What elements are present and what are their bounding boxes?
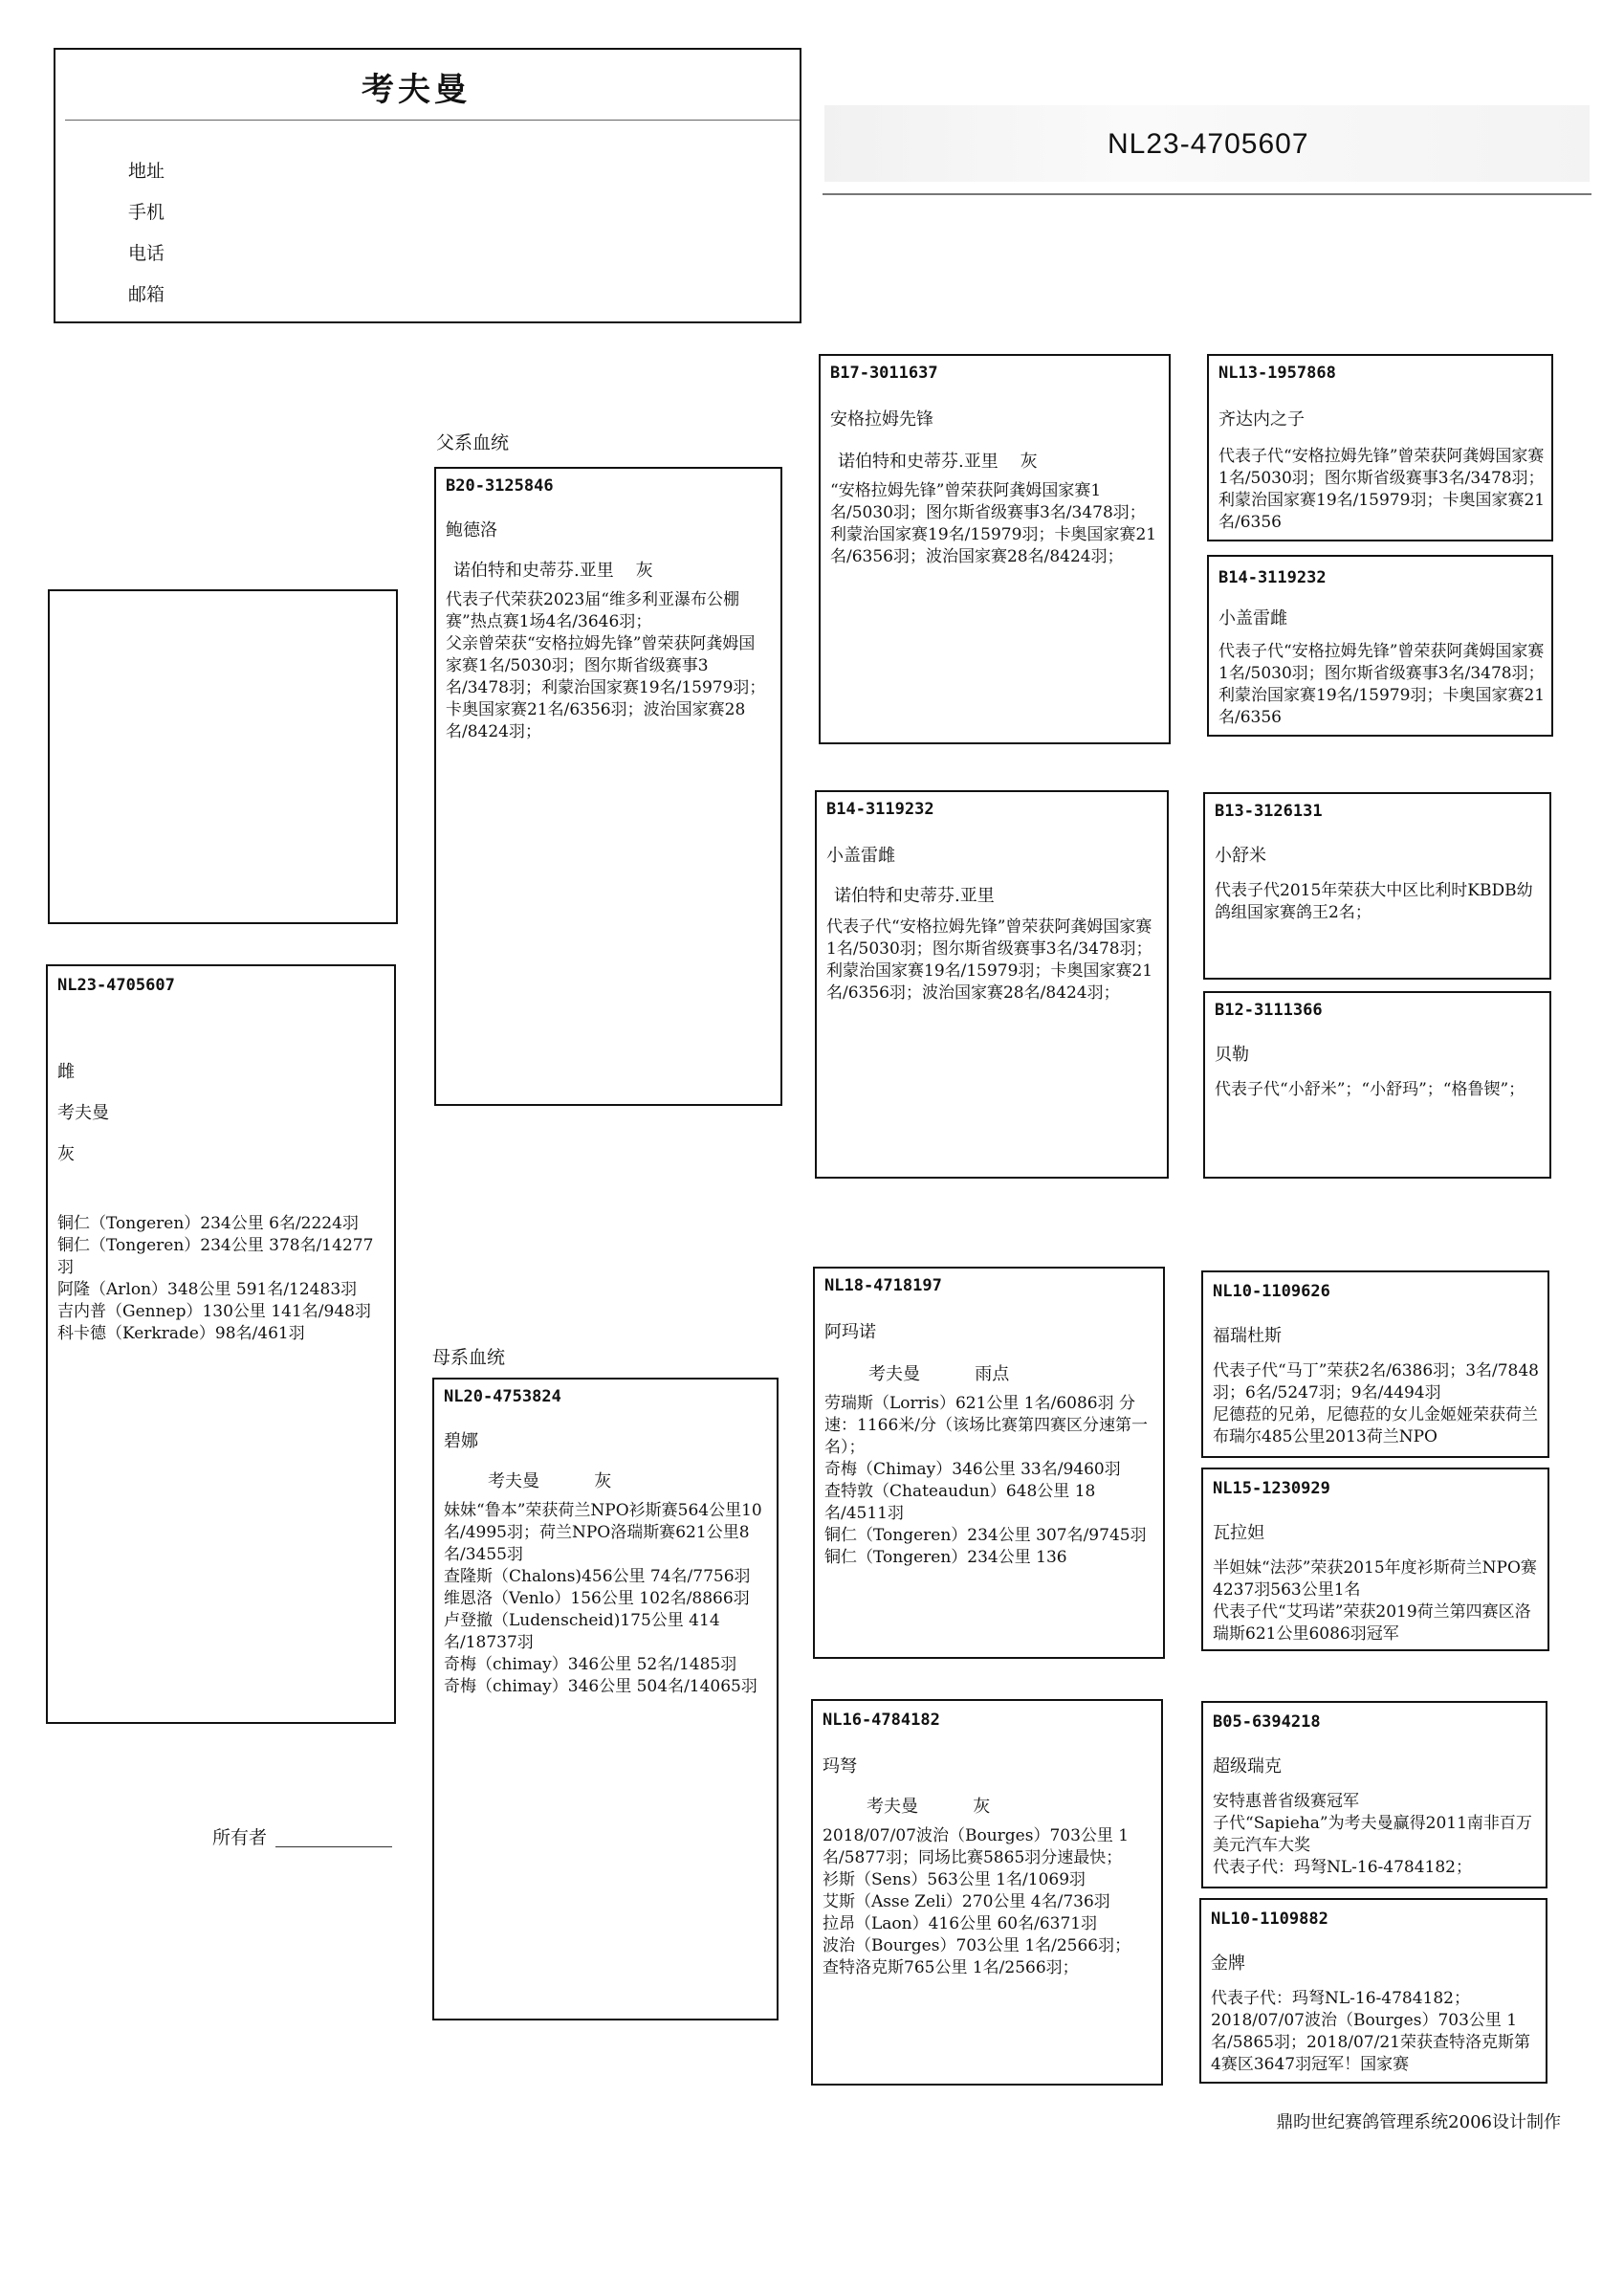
ggp-ring: NL15-1230929 — [1213, 1479, 1330, 1498]
phone-label: 电话 — [128, 243, 165, 264]
address-label: 地址 — [128, 161, 165, 182]
ggp-box-3 — [1203, 792, 1551, 980]
sire-section-label: 父系血统 — [436, 432, 510, 453]
dam-section-label: 母系血统 — [432, 1347, 506, 1368]
subject-breeder: 考夫曼 — [57, 1103, 109, 1123]
ggp-name: 贝勒 — [1215, 1045, 1249, 1065]
ggp-name: 小盖雷雌 — [1218, 608, 1287, 629]
dam-sire-ring: NL18-4718197 — [824, 1276, 942, 1295]
ggp-notes: 代表子代“安格拉姆先锋”曾荣获阿龚姆国家赛1名/5030羽；图尔斯省级赛事3名/3478羽；利蒙治国家赛19名/15979羽；卡奥国家赛21名/6356 — [1218, 447, 1546, 532]
dam-notes: 妹妹“鲁本”荣获荷兰NPO衫斯赛564公里10名/4995羽；荷兰NPO洛瑞斯赛621公里8名/3455羽 查隆斯（Chalons)456公里 74名/7756羽 维恩洛（Venlo）156公里 102名/8866羽 卢登撤（Ludenscheid)175公里 414名/18737羽 奇梅（chimay）346公里 52名/1485羽 奇梅（chimay）346公里 504名/14065羽 — [444, 1501, 762, 1696]
ggp-box-1 — [1207, 354, 1553, 541]
sire-sire-notes: “安格拉姆先锋”曾荣获阿龚姆国家赛1名/5030羽；图尔斯省级赛事3名/3478羽；利蒙治国家赛19名/15979羽；卡奥国家赛21名/6356羽；波治国家赛28名/8424羽； — [830, 481, 1157, 566]
subject-result-item: 阿隆（Arlon）348公里 591名/12483羽 — [57, 1280, 358, 1299]
ggp-notes: 半妲妹“法莎”荣获2015年度衫斯荷兰NPO赛4237羽563公里1名 代表子代“艾玛诺”荣获2019荷兰第四赛区洛瑞斯621公里6086羽冠军 — [1213, 1558, 1537, 1644]
ggp-name: 福瑞杜斯 — [1213, 1326, 1282, 1346]
dam-sire-notes: 劳瑞斯（Lorris）621公里 1名/6086羽 分速：1166米/分（该场比赛第四赛区分速第一名）； 奇梅（Chimay）346公里 33名/9460羽 查特敦（Chateaudun）648公里 18名/4511羽 铜仁（Tongeren）234公里 307名/9745羽 铜仁（Tongeren）234公里 136 — [824, 1394, 1148, 1567]
subject-sex: 雌 — [57, 1062, 75, 1082]
ggp-ring: NL10-1109626 — [1213, 1282, 1330, 1301]
photo-frame — [48, 589, 398, 924]
subject-ring: NL23-4705607 — [57, 976, 175, 995]
email-label: 邮箱 — [128, 284, 165, 305]
ggp-box-6 — [1201, 1468, 1549, 1651]
sire-dam-breeder-color: 诺伯特和史蒂芬.亚里 — [834, 886, 995, 906]
subject-result-item: 铜仁（Tongeren）234公里 6名/2224羽 — [57, 1214, 359, 1233]
ggp-box-4 — [1203, 991, 1551, 1179]
footer-credit: 鼎昀世纪赛鸽管理系统2006设计制作 — [1276, 2112, 1561, 2132]
sire-box — [434, 467, 782, 1106]
dam-box — [432, 1378, 779, 2020]
sire-dam-box — [815, 790, 1169, 1179]
header-divider — [65, 120, 800, 121]
subject-result-item: 铜仁（Tongeren）234公里 378名/14277羽 — [57, 1236, 374, 1277]
ggp-ring: B12-3111366 — [1215, 1001, 1323, 1020]
owner-signature-line — [275, 1846, 392, 1847]
ggp-name: 超级瑞克 — [1213, 1756, 1282, 1777]
dam-dam-notes: 2018/07/07波治（Bourges）703公里 1名/5877羽；同场比赛5865羽分速最快； 衫斯（Sens）563公里 1名/1069羽 艾斯（Asse Zeli）270公里 4名/736羽 拉昂（Laon）416公里 60名/6371羽 波治（Bourges）703公里 1名/2566羽； 查特洛克斯765公里 1名/2566羽； — [823, 1826, 1131, 1977]
sire-dam-name: 小盖雷雌 — [826, 846, 895, 866]
ring-number-divider — [823, 193, 1591, 195]
ggp-ring: B05-6394218 — [1213, 1712, 1321, 1732]
ggp-ring: B13-3126131 — [1215, 802, 1323, 821]
ggp-ring: NL13-1957868 — [1218, 364, 1336, 383]
mobile-label: 手机 — [128, 202, 165, 223]
ggp-notes: 代表子代“小舒米”；“小舒玛”；“格鲁锲”； — [1215, 1080, 1525, 1099]
sire-dam-notes: 代表子代“安格拉姆先锋”曾荣获阿龚姆国家赛1名/5030羽；图尔斯省级赛事3名/3478羽；利蒙治国家赛19名/15979羽；卡奥国家赛21名/6356羽；波治国家赛28名/8424羽； — [826, 917, 1153, 1003]
dam-dam-box — [811, 1699, 1163, 2086]
subject-result-item: 吉内普（Gennep）130公里 141名/948羽 — [57, 1302, 371, 1321]
ggp-name: 瓦拉妲 — [1213, 1523, 1264, 1543]
sire-breeder-color: 诺伯特和史蒂芬.亚里 灰 — [453, 561, 653, 581]
ggp-box-5 — [1201, 1270, 1549, 1458]
dam-ring: NL20-4753824 — [444, 1387, 561, 1406]
dam-dam-ring: NL16-4784182 — [823, 1711, 940, 1730]
dam-sire-breeder-color: 考夫曼 雨点 — [868, 1364, 1010, 1384]
sire-dam-ring: B14-3119232 — [826, 800, 934, 819]
ggp-box-7 — [1201, 1701, 1547, 1888]
sire-ring: B20-3125846 — [446, 476, 554, 496]
ggp-name: 齐达内之子 — [1218, 409, 1305, 430]
sire-name: 鲍德洛 — [446, 520, 497, 541]
dam-sire-box — [813, 1267, 1165, 1659]
ggp-notes: 安特惠普省级赛冠军 子代“Sapieha”为考夫曼赢得2011南非百万美元汽车大奖 代表子代：玛弩NL-16-4784182； — [1213, 1792, 1532, 1877]
ggp-name: 小舒米 — [1215, 846, 1266, 866]
dam-breeder-color: 考夫曼 灰 — [488, 1471, 612, 1491]
ggp-name: 金牌 — [1211, 1954, 1245, 1974]
dam-name: 碧娜 — [444, 1431, 478, 1451]
ring-number-heading: NL23-4705607 — [1108, 128, 1309, 160]
sire-notes: 代表子代荣获2023届“维多利亚瀑布公棚赛”热点赛1场4名/3646羽； 父亲曾荣获“安格拉姆先锋”曾荣获阿龚姆国家赛1名/5030羽；图尔斯省级赛事3名/3478羽；利蒙治国家赛19名/15979羽；卡奥国家赛21名/6356羽；波治国家赛28名/8424羽； — [446, 590, 766, 741]
sire-sire-name: 安格拉姆先锋 — [830, 409, 933, 430]
ggp-box-8 — [1199, 1898, 1547, 2084]
sire-sire-box — [819, 354, 1171, 744]
sire-sire-ring: B17-3011637 — [830, 364, 938, 383]
subject-pigeon-box — [46, 964, 396, 1724]
dam-dam-breeder-color: 考夫曼 灰 — [867, 1797, 991, 1817]
ggp-notes: 代表子代“马丁”荣获2名/6386羽；3名/7848羽；6名/5247羽；9名/4494羽 尼德菈的兄弟，尼德菈的女儿金姬娅荣获荷兰布瑞尔485公里2013荷兰NPO — [1213, 1361, 1539, 1446]
ggp-notes: 代表子代“安格拉姆先锋”曾荣获阿龚姆国家赛1名/5030羽；图尔斯省级赛事3名/3478羽；利蒙治国家赛19名/15979羽；卡奥国家赛21名/6356 — [1218, 642, 1546, 727]
subject-result-item: 科卡德（Kerkrade）98名/461羽 — [57, 1324, 305, 1343]
subject-color: 灰 — [57, 1144, 75, 1164]
ggp-notes: 代表子代2015年荣获大中区比利时KBDB幼鸽组国家赛鸽王2名； — [1215, 881, 1533, 922]
ggp-box-2 — [1207, 555, 1553, 737]
breeder-name: 考夫曼 — [362, 71, 471, 109]
sire-sire-breeder-color: 诺伯特和史蒂芬.亚里 灰 — [838, 452, 1038, 472]
ggp-ring: NL10-1109882 — [1211, 1910, 1328, 1929]
dam-dam-name: 玛弩 — [823, 1756, 857, 1777]
dam-sire-name: 阿玛诺 — [824, 1322, 876, 1342]
owner-label: 所有者 — [212, 1827, 268, 1848]
subject-results — [57, 1213, 383, 1345]
ggp-ring: B14-3119232 — [1218, 568, 1327, 587]
ggp-notes: 代表子代：玛弩NL-16-4784182； 2018/07/07波治（Bourges）703公里 1名/5865羽；2018/07/21荣获查特洛克斯第4赛区3647羽冠军！国家赛 — [1211, 1989, 1530, 2074]
